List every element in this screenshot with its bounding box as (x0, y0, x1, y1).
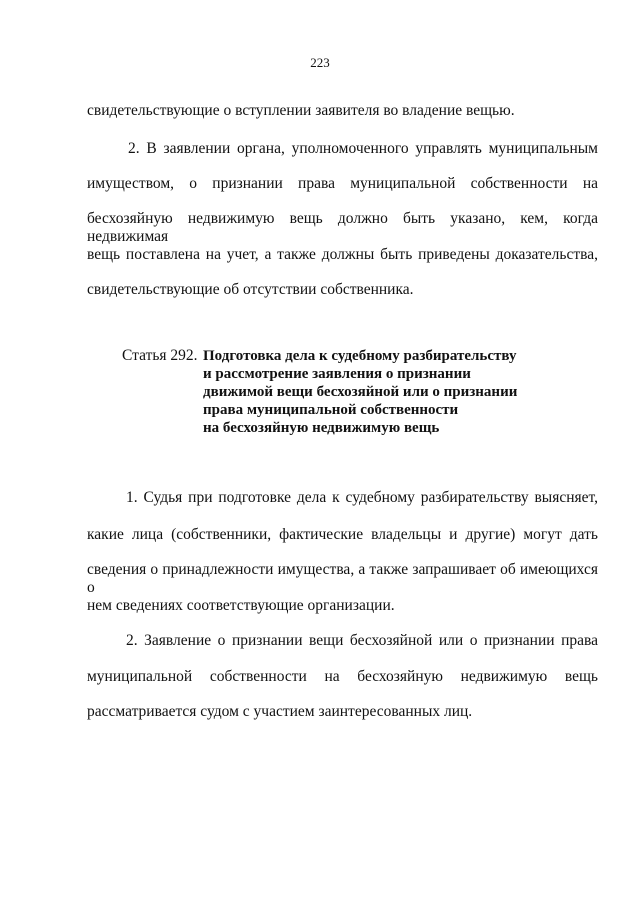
paragraph-line: 2. Заявление о признании вещи бесхозяйной или о признании права (126, 632, 598, 649)
paragraph-line: сведения о принадлежности имущества, а также запрашивает об имеющихся о (87, 561, 598, 596)
paragraph-line: вещь поставлена на учет, а также должны быть приведены доказательства, (87, 246, 598, 263)
paragraph-line: муниципальной собственности на бесхозяйную недвижимую вещь (87, 668, 598, 685)
article-title-line: Подготовка дела к судебному разбирательству (203, 348, 517, 364)
article-title (203, 347, 517, 437)
paragraph-line: свидетельствующие об отсутствии собственника. (87, 281, 414, 298)
paragraph-line: нем сведениях соответствующие организации. (87, 597, 395, 614)
paragraph-line: бесхозяйную недвижимую вещь должно быть указано, кем, когда недвижимая (87, 210, 598, 245)
paragraph-line: какие лица (собственники, фактические владельцы и другие) могут дать (87, 526, 598, 543)
article-title-line: и рассмотрение заявления о признании (203, 366, 471, 382)
article-title-line: на бесхозяйную недвижимую вещь (203, 420, 440, 436)
paragraph-line: 1. Судья при подготовке дела к судебному разбирательству выясняет, (126, 489, 598, 506)
article-title-line: права муниципальной собственности (203, 402, 459, 418)
paragraph-line: имуществом, о признании права муниципальной собственности на (87, 175, 598, 192)
paragraph-line: свидетельствующие о вступлении заявителя во владение вещью. (87, 102, 515, 119)
article-title-line: движимой вещи бесхозяйной или о признании (203, 384, 518, 400)
paragraph-line: 2. В заявлении органа, уполномоченного управлять муниципальным (128, 140, 598, 157)
page-number: 223 (310, 55, 330, 70)
paragraph-line: рассматривается судом с участием заинтересованных лиц. (87, 703, 473, 720)
article-number: Статья 292. (122, 347, 198, 364)
